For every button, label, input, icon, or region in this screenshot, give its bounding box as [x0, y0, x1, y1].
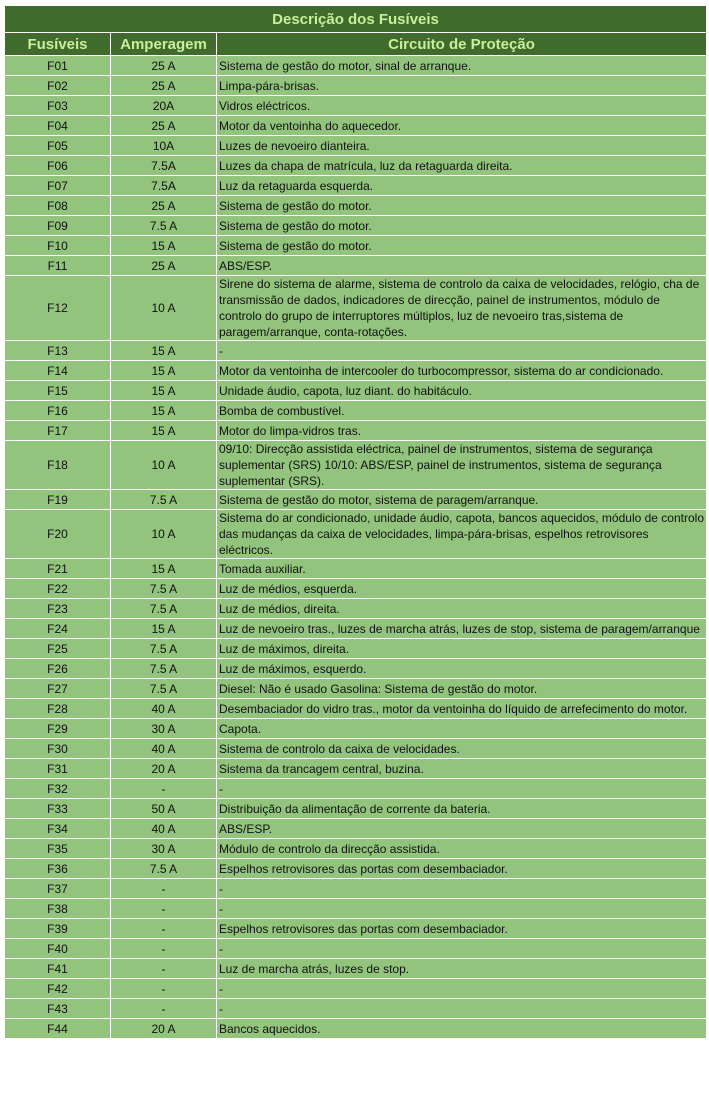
- circuit-cell: Luz da retaguarda esquerda.: [217, 176, 707, 196]
- fuse-id-cell: F29: [5, 719, 111, 739]
- fuse-id-cell: F42: [5, 979, 111, 999]
- fuse-id-cell: F38: [5, 899, 111, 919]
- circuit-cell: Espelhos retrovisores das portas com desembaciador.: [217, 859, 707, 879]
- table-row: [5, 899, 707, 919]
- table-row: [5, 361, 707, 381]
- table-row: [5, 116, 707, 136]
- table-row: [5, 759, 707, 779]
- fuse-id-cell: F35: [5, 839, 111, 859]
- fuse-id-cell: F23: [5, 599, 111, 619]
- table-row: [5, 196, 707, 216]
- table-row: [5, 599, 707, 619]
- amperage-cell: 10 A: [111, 510, 217, 559]
- table-row: [5, 619, 707, 639]
- amperage-cell: 15 A: [111, 341, 217, 361]
- table-row: [5, 256, 707, 276]
- circuit-cell: Motor da ventoinha do aquecedor.: [217, 116, 707, 136]
- amperage-cell: 7.5 A: [111, 679, 217, 699]
- amperage-cell: 30 A: [111, 719, 217, 739]
- amperage-cell: -: [111, 879, 217, 899]
- amperage-cell: -: [111, 999, 217, 1019]
- circuit-cell: Sirene do sistema de alarme, sistema de controlo da caixa de velocidades, relógio, cha de transmissão de dados, indicadores de direcção, painel de instrumentos, módulo de controlo do grupo de interruptores múltiplos, luz de nevoeiro tras,sistema de paragem/arranque, conta-rotações.: [217, 276, 707, 341]
- table-body: [5, 56, 707, 1039]
- circuit-cell: Unidade áudio, capota, luz diant. do habitáculo.: [217, 381, 707, 401]
- fuse-id-cell: F05: [5, 136, 111, 156]
- fuse-id-cell: F31: [5, 759, 111, 779]
- circuit-cell: ABS/ESP.: [217, 256, 707, 276]
- fuse-id-cell: F07: [5, 176, 111, 196]
- table-row: [5, 136, 707, 156]
- circuit-cell: 09/10: Direcção assistida eléctrica, painel de instrumentos, sistema de segurança suplementar (SRS) 10/10: ABS/ESP, painel de instrumentos, sistema de segurança suplementar (SRS).: [217, 441, 707, 490]
- fuse-id-cell: F06: [5, 156, 111, 176]
- amperage-cell: 50 A: [111, 799, 217, 819]
- table-title: Descrição dos Fusíveis: [5, 6, 707, 33]
- fuse-id-cell: F19: [5, 490, 111, 510]
- table-row: [5, 341, 707, 361]
- circuit-cell: Luz de médios, esquerda.: [217, 579, 707, 599]
- amperage-cell: 15 A: [111, 361, 217, 381]
- table-row: [5, 421, 707, 441]
- amperage-cell: 7.5 A: [111, 490, 217, 510]
- table-row: [5, 979, 707, 999]
- table-row: [5, 156, 707, 176]
- table-row: [5, 441, 707, 490]
- circuit-cell: -: [217, 979, 707, 999]
- fuse-id-cell: F44: [5, 1019, 111, 1039]
- fuse-id-cell: F03: [5, 96, 111, 116]
- fuse-id-cell: F22: [5, 579, 111, 599]
- table-row: [5, 679, 707, 699]
- amperage-cell: 7.5 A: [111, 216, 217, 236]
- amperage-cell: 40 A: [111, 739, 217, 759]
- table-row: [5, 381, 707, 401]
- fuse-id-cell: F16: [5, 401, 111, 421]
- amperage-cell: 30 A: [111, 839, 217, 859]
- table-row: [5, 401, 707, 421]
- table-row: [5, 639, 707, 659]
- table-row: [5, 879, 707, 899]
- fuse-id-cell: F25: [5, 639, 111, 659]
- amperage-cell: 7.5A: [111, 156, 217, 176]
- amperage-cell: 20A: [111, 96, 217, 116]
- circuit-cell: Bancos aquecidos.: [217, 1019, 707, 1039]
- amperage-cell: 7.5 A: [111, 639, 217, 659]
- circuit-cell: Sistema de gestão do motor.: [217, 196, 707, 216]
- table-row: [5, 699, 707, 719]
- table-row: [5, 819, 707, 839]
- circuit-cell: Luzes da chapa de matrícula, luz da retaguarda direita.: [217, 156, 707, 176]
- fuse-id-cell: F26: [5, 659, 111, 679]
- header-circuito: Circuito de Proteção: [217, 33, 707, 56]
- table-row: [5, 579, 707, 599]
- circuit-cell: -: [217, 999, 707, 1019]
- amperage-cell: 10 A: [111, 276, 217, 341]
- fuse-id-cell: F30: [5, 739, 111, 759]
- table-row: [5, 839, 707, 859]
- fuse-id-cell: F34: [5, 819, 111, 839]
- circuit-cell: Sistema de gestão do motor, sistema de paragem/arranque.: [217, 490, 707, 510]
- amperage-cell: 15 A: [111, 421, 217, 441]
- circuit-cell: Luz de marcha atrás, luzes de stop.: [217, 959, 707, 979]
- fuse-id-cell: F11: [5, 256, 111, 276]
- table-row: [5, 236, 707, 256]
- table-row: [5, 216, 707, 236]
- table-row: [5, 999, 707, 1019]
- table-row: [5, 176, 707, 196]
- fuse-id-cell: F21: [5, 559, 111, 579]
- fuse-id-cell: F08: [5, 196, 111, 216]
- fuse-id-cell: F17: [5, 421, 111, 441]
- fuse-id-cell: F04: [5, 116, 111, 136]
- amperage-cell: 25 A: [111, 116, 217, 136]
- table-row: [5, 510, 707, 559]
- circuit-cell: Sistema de controlo da caixa de velocidades.: [217, 739, 707, 759]
- fuse-id-cell: F27: [5, 679, 111, 699]
- amperage-cell: 25 A: [111, 196, 217, 216]
- amperage-cell: -: [111, 899, 217, 919]
- fuse-table-container: [4, 5, 706, 1039]
- circuit-cell: Sistema de gestão do motor.: [217, 216, 707, 236]
- fuse-id-cell: F41: [5, 959, 111, 979]
- circuit-cell: Sistema do ar condicionado, unidade áudio, capota, bancos aquecidos, módulo de controlo das mudanças da caixa de velocidades, limpa-pára-brisas, espelhos retrovisores eléctricos.: [217, 510, 707, 559]
- fuse-id-cell: F33: [5, 799, 111, 819]
- amperage-cell: 20 A: [111, 1019, 217, 1039]
- circuit-cell: -: [217, 341, 707, 361]
- table-row: [5, 939, 707, 959]
- amperage-cell: -: [111, 779, 217, 799]
- circuit-cell: -: [217, 879, 707, 899]
- circuit-cell: Sistema da trancagem central, buzina.: [217, 759, 707, 779]
- fuse-id-cell: F13: [5, 341, 111, 361]
- table-row: [5, 779, 707, 799]
- table-row: [5, 276, 707, 341]
- table-row: [5, 96, 707, 116]
- circuit-cell: -: [217, 939, 707, 959]
- circuit-cell: -: [217, 779, 707, 799]
- table-row: [5, 490, 707, 510]
- table-row: [5, 739, 707, 759]
- circuit-cell: Desembaciador do vidro tras., motor da ventoinha do líquido de arrefecimento do motor.: [217, 699, 707, 719]
- amperage-cell: 40 A: [111, 819, 217, 839]
- amperage-cell: 7.5 A: [111, 599, 217, 619]
- fuse-table: [4, 5, 707, 1039]
- table-row: [5, 919, 707, 939]
- fuse-id-cell: F09: [5, 216, 111, 236]
- circuit-cell: Distribuição da alimentação de corrente da bateria.: [217, 799, 707, 819]
- table-row: [5, 659, 707, 679]
- circuit-cell: Módulo de controlo da direcção assistida.: [217, 839, 707, 859]
- circuit-cell: Motor da ventoinha de intercooler do turbocompressor, sistema do ar condicionado.: [217, 361, 707, 381]
- amperage-cell: 40 A: [111, 699, 217, 719]
- amperage-cell: 7.5 A: [111, 579, 217, 599]
- table-row: [5, 799, 707, 819]
- table-row: [5, 959, 707, 979]
- circuit-cell: -: [217, 899, 707, 919]
- amperage-cell: 15 A: [111, 401, 217, 421]
- fuse-id-cell: F10: [5, 236, 111, 256]
- fuse-id-cell: F32: [5, 779, 111, 799]
- amperage-cell: 7.5 A: [111, 859, 217, 879]
- amperage-cell: -: [111, 919, 217, 939]
- fuse-id-cell: F39: [5, 919, 111, 939]
- amperage-cell: -: [111, 959, 217, 979]
- circuit-cell: Sistema de gestão do motor, sinal de arranque.: [217, 56, 707, 76]
- circuit-cell: ABS/ESP.: [217, 819, 707, 839]
- circuit-cell: Vidros eléctricos.: [217, 96, 707, 116]
- fuse-id-cell: F18: [5, 441, 111, 490]
- fuse-id-cell: F20: [5, 510, 111, 559]
- circuit-cell: Espelhos retrovisores das portas com desembaciador.: [217, 919, 707, 939]
- circuit-cell: Luz de máximos, esquerdo.: [217, 659, 707, 679]
- amperage-cell: 15 A: [111, 559, 217, 579]
- fuse-id-cell: F36: [5, 859, 111, 879]
- fuse-id-cell: F15: [5, 381, 111, 401]
- amperage-cell: 15 A: [111, 619, 217, 639]
- table-row: [5, 56, 707, 76]
- circuit-cell: Capota.: [217, 719, 707, 739]
- amperage-cell: 20 A: [111, 759, 217, 779]
- fuse-id-cell: F01: [5, 56, 111, 76]
- circuit-cell: Tomada auxiliar.: [217, 559, 707, 579]
- table-row: [5, 719, 707, 739]
- circuit-cell: Motor do limpa-vidros tras.: [217, 421, 707, 441]
- circuit-cell: Bomba de combustível.: [217, 401, 707, 421]
- amperage-cell: 25 A: [111, 56, 217, 76]
- header-fusiveis: Fusíveis: [5, 33, 111, 56]
- table-row: [5, 559, 707, 579]
- fuse-id-cell: F37: [5, 879, 111, 899]
- fuse-id-cell: F43: [5, 999, 111, 1019]
- circuit-cell: Diesel: Não é usado Gasolina: Sistema de gestão do motor.: [217, 679, 707, 699]
- amperage-cell: 7.5 A: [111, 659, 217, 679]
- amperage-cell: 25 A: [111, 256, 217, 276]
- circuit-cell: Sistema de gestão do motor.: [217, 236, 707, 256]
- header-amperagem: Amperagem: [111, 33, 217, 56]
- table-row: [5, 1019, 707, 1039]
- fuse-id-cell: F14: [5, 361, 111, 381]
- fuse-id-cell: F24: [5, 619, 111, 639]
- amperage-cell: 7.5A: [111, 176, 217, 196]
- fuse-id-cell: F28: [5, 699, 111, 719]
- amperage-cell: 10 A: [111, 441, 217, 490]
- amperage-cell: -: [111, 939, 217, 959]
- circuit-cell: Luz de nevoeiro tras., luzes de marcha atrás, luzes de stop, sistema de paragem/arranque: [217, 619, 707, 639]
- circuit-cell: Limpa-pára-brisas.: [217, 76, 707, 96]
- circuit-cell: Luzes de nevoeiro dianteira.: [217, 136, 707, 156]
- table-row: [5, 76, 707, 96]
- amperage-cell: -: [111, 979, 217, 999]
- circuit-cell: Luz de médios, direita.: [217, 599, 707, 619]
- fuse-id-cell: F12: [5, 276, 111, 341]
- amperage-cell: 15 A: [111, 236, 217, 256]
- amperage-cell: 10A: [111, 136, 217, 156]
- fuse-id-cell: F02: [5, 76, 111, 96]
- fuse-id-cell: F40: [5, 939, 111, 959]
- amperage-cell: 15 A: [111, 381, 217, 401]
- circuit-cell: Luz de máximos, direita.: [217, 639, 707, 659]
- amperage-cell: 25 A: [111, 76, 217, 96]
- table-row: [5, 859, 707, 879]
